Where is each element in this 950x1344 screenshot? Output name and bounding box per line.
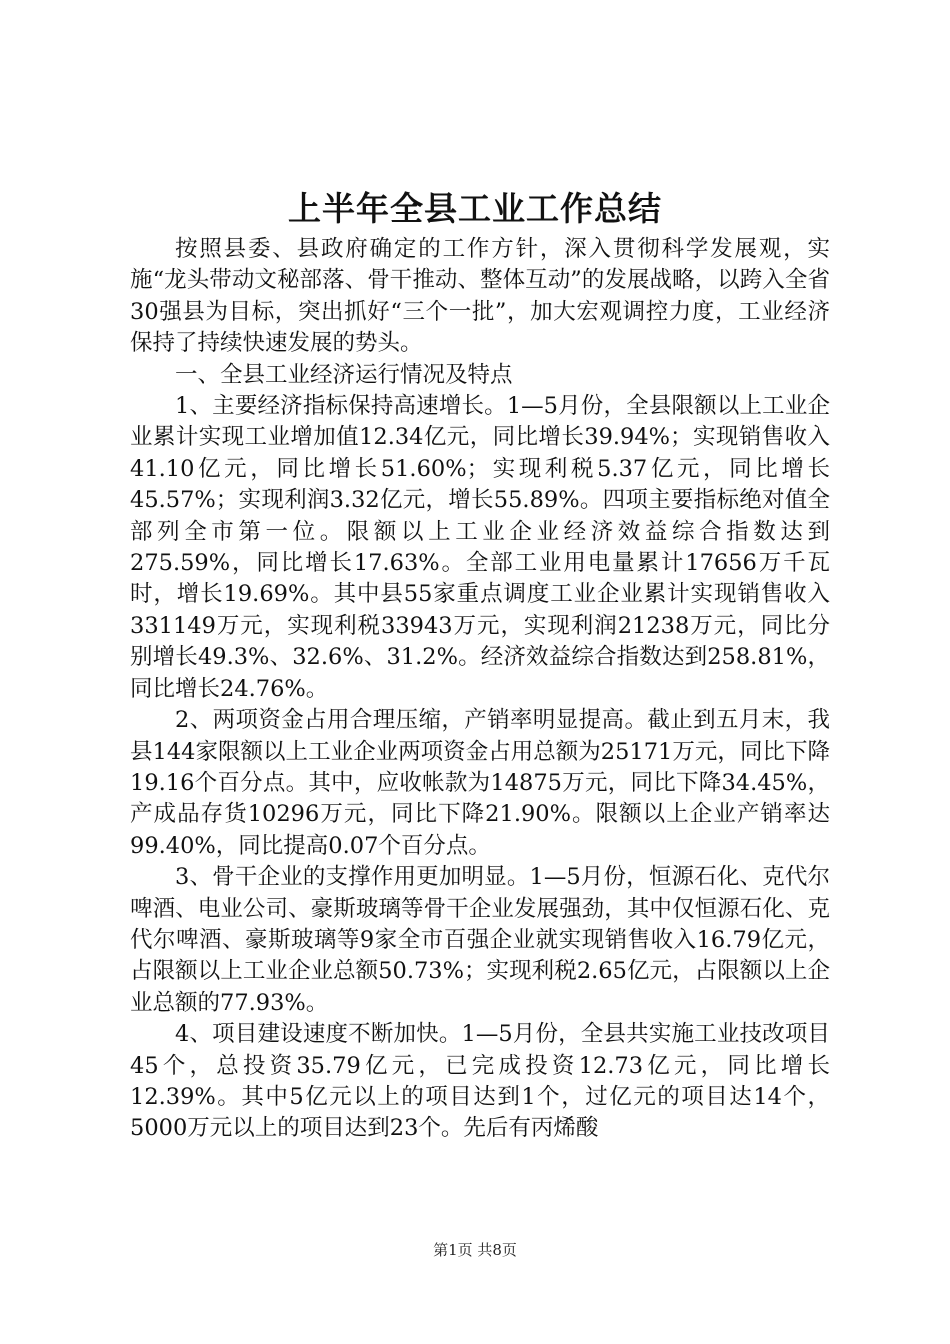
document-body [130, 234, 830, 1145]
paragraph-projects: 4、项目建设速度不断加快。1—5月份，全县共实施工业技改项目45个，总投资35.79亿元，已完成投资12.73亿元，同比增长12.39%。其中5亿元以上的项目达到1个，过亿元的项目达14个，5000万元以上的项目达到23个。先后有丙烯酸 [130, 1021, 830, 1142]
intro-paragraph: 按照县委、县政府确定的工作方针，深入贯彻科学发展观，实施“龙头带动文秘部落、骨干推动、整体互动”的发展战略，以跨入全省30强县为目标，突出抓好“三个一批”，加大宏观调控力度，工业经济保持了持续快速发展的势头。 [130, 236, 830, 357]
paragraph-indicators: 1、主要经济指标保持高速增长。1—5月份，全县限额以上工业企业累计实现工业增加值12.34亿元，同比增长39.94%；实现销售收入41.10亿元，同比增长51.60%；实现利税5.37亿元，同比增长45.57%；实现利润3.32亿元，增长55.89%。四项主要指标绝对值全部列全市第一位。限额以上工业企业经济效益综合指数达到275.59%，同比增长17.63%。全部工业用电量累计17656万千瓦时，增长19.69%。其中县55家重点调度工业企业累计实现销售收入331149万元，实现利税33943万元，实现利润21238万元，同比分别增长49.3%、32.6%、31.2%。经济效益综合指数达到258.81%，同比增长24.76%。 [130, 393, 830, 702]
paragraph-funds: 2、两项资金占用合理压缩，产销率明显提高。截止到五月末，我县144家限额以上工业企业两项资金占用总额为25171万元，同比下降19.16个百分点。其中，应收帐款为14875万元，同比下降34.45%，产成品存货10296万元，同比下降21.90%。限额以上企业产销率达99.40%，同比提高0.07个百分点。 [130, 707, 830, 859]
document-title: 上半年全县工业工作总结 [288, 189, 662, 228]
section-heading: 一、全县工业经济运行情况及特点 [175, 361, 513, 388]
paragraph-key-enterprises: 3、骨干企业的支撑作用更加明显。1—5月份，恒源石化、克代尔啤酒、电业公司、豪斯玻璃等骨干企业发展强劲，其中仅恒源石化、克代尔啤酒、豪斯玻璃等9家全市百强企业就实现销售收入16.79亿元，占限额以上工业企业总额50.73%；实现利税2.65亿元，占限额以上企业总额的77.93%。 [130, 864, 830, 1016]
page-footer: 第1页 共8页 [433, 1241, 517, 1259]
